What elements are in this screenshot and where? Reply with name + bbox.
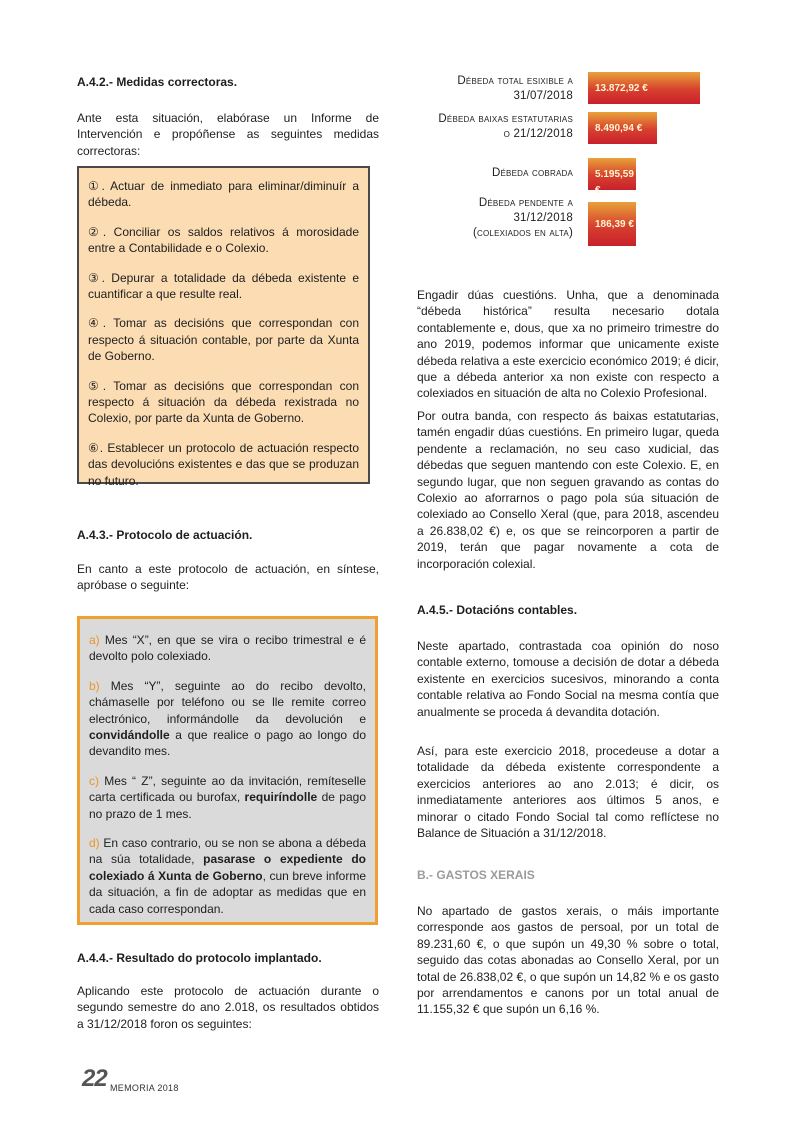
section-a45-heading: A.4.5.- Dotacións contables. bbox=[417, 603, 578, 617]
protocol-step-d: d) En caso contrario, ou se non se abona a débeda na súa totalidade, pasarase o expediente do colexiado á Xunta de Goberno, cun breve informe da situación, a fin de adoptar as medidas que en cada caso correspondan. bbox=[89, 836, 367, 916]
paragraph-general-expenses: No apartado de gastos xerais, o máis importante corresponde aos gastos de persoal, por un total de 89.231,60 €, o que supón un 49,30 % sobre o total, seguido das cotas abonadas ao Consello Xeral, por un total de 26.838,02 €, o que supón un 14,82 % e os gasto por arrendamentos e canons por un total anual de 11.155,32 € que supón un 6,16 %. bbox=[417, 904, 719, 1017]
chart-bar-value-label: 8.490,94 € bbox=[595, 123, 643, 134]
page-number: 22 bbox=[82, 1065, 107, 1092]
measure-item: ②. Conciliar os saldos relativos á morosidade entre a Contabilidade e o Colexio. bbox=[88, 224, 359, 256]
chart-bar-value-label: 5.195,59 € bbox=[595, 169, 634, 197]
measure-item: ④. Tomar as decisións que correspondan con respecto á situación contable, por parte da Xunta de Goberno. bbox=[88, 316, 359, 364]
measure-item: ⑤. Tomar as decisións que correspondan con respecto á situación da débeda rexistrada no Colexio, por parte da Xunta de Goberno. bbox=[88, 378, 359, 426]
chart-bar-value-label: 186,39 € bbox=[595, 219, 634, 230]
section-a42-intro: Ante esta situación, elabórase un Informe de Intervención e propóñense as seguintes medidas correctoras: bbox=[77, 111, 379, 158]
measure-item: ⑥. Establecer un protocolo de actuación respecto das devolucións existentes e das que se produzan no futuro. bbox=[88, 440, 359, 488]
section-a44-text: Aplicando este protocolo de actuación durante o segundo semestre do ano 2.018, os resultados obtidos a 31/12/2018 foron os seguintes: bbox=[77, 984, 379, 1031]
protocol-step-b: b) Mes “Y”, seguinte ao do recibo devolto, chámaselle por teléfono ou se lle remite correo electrónico, informándolle da devolución e convidándolle a que realice o pago ao longo do devandito mes. bbox=[89, 678, 366, 759]
chart-bar bbox=[588, 72, 700, 104]
section-a44-heading: A.4.4.- Resultado do protocolo implantado. bbox=[77, 951, 322, 965]
protocol-step-a: a) Mes “X”, en que se vira o recibo trimestral e é devolto polo colexiado. bbox=[89, 633, 366, 664]
paragraph-historic-debt: Engadir dúas cuestións. Unha, que a denominada “débeda histórica” resulta necesario dotala contablemente e, dous, que xa no primeiro trimestre do ano 2019, podemos informar que unicamente existe débeda relativa a este exercicio económico 2019; é dicir, que a débeda anterior xa non existe con respecto a colexiados en situación de alta no Colexio Profesional. bbox=[417, 288, 719, 401]
chart-bar-value-label: 13.872,92 € bbox=[595, 83, 648, 94]
chart-category-label: Débeda pendente a 31/12/2018 (colexiados en alta) bbox=[473, 197, 573, 239]
section-a42-heading: A.4.2.- Medidas correctoras. bbox=[77, 75, 238, 89]
chart-category-label: Débeda cobrada bbox=[492, 167, 573, 179]
chart-bar bbox=[588, 112, 657, 144]
measure-item: ③. Depurar a totalidade da débeda existente e cuantificar a que resulte real. bbox=[88, 270, 359, 302]
chart-category-label: Débeda total esixible a 31/07/2018 bbox=[457, 75, 573, 102]
footer-label: MEMORIA 2018 bbox=[110, 1083, 179, 1093]
section-b-heading: B.- GASTOS XERAIS bbox=[417, 868, 535, 882]
chart-category-label: Débeda baixas estatutarias o 21/12/2018 bbox=[438, 113, 573, 140]
measure-item: ①. Actuar de inmediato para eliminar/diminuír a débeda. bbox=[88, 179, 359, 210]
protocol-step-c: c) Mes “ Z”, seguinte ao da invitación, remíteselle carta certificada ou burofax, requiríndolle de pago no prazo de 1 mes. bbox=[89, 773, 366, 821]
chart-bar bbox=[588, 158, 636, 197]
chart-bar bbox=[588, 202, 636, 246]
debt-results-chart bbox=[417, 60, 727, 260]
paragraph-provision-2018: Así, para este exercicio 2018, procedeuse a dotar a totalidade da débeda existente correspondente a exercicios anteriores ao ano 2.013; é dicir, os inmediatamente anteriores aos últimos 5 anos, e minorar o citado Fondo Social tal como reflíctese no Balance de Situación a 31/12/2018. bbox=[417, 744, 719, 841]
protocol-box bbox=[77, 616, 378, 925]
paragraph-statutory-withdrawals: Por outra banda, con respecto ás baixas estatutarias, tamén engadir dúas cuestións. En primeiro lugar, queda pendente a reclamación, no seu caso xudicial, das débedas que seguen mantendo con este Colexio. E, en segundo lugar, que non seguen gravando as contas do Colexio ao aforrarnos o pago pola súa situación de colexiado ao Consello Xeral (que, para 2018, ascendeu a 26.838,02 €) e, os que se reincorporen a partir de 2019, terán que pagar novamente a cota de incorporación colexial. bbox=[417, 409, 719, 571]
paragraph-accounting-provisions: Neste apartado, contrastada coa opinión do noso contable externo, tomouse a decisión de dotar a débeda existente en exercicios sucesivos, minorando a conta contable relativa ao Fondo Social na mesma contía que anualmente se proceda á devandita dotación. bbox=[417, 639, 719, 719]
corrective-measures-box bbox=[77, 166, 370, 488]
section-a43-intro: En canto a este protocolo de actuación, en síntese, apróbase o seguinte: bbox=[77, 562, 379, 593]
section-a43-heading: A.4.3.- Protocolo de actuación. bbox=[77, 528, 253, 542]
